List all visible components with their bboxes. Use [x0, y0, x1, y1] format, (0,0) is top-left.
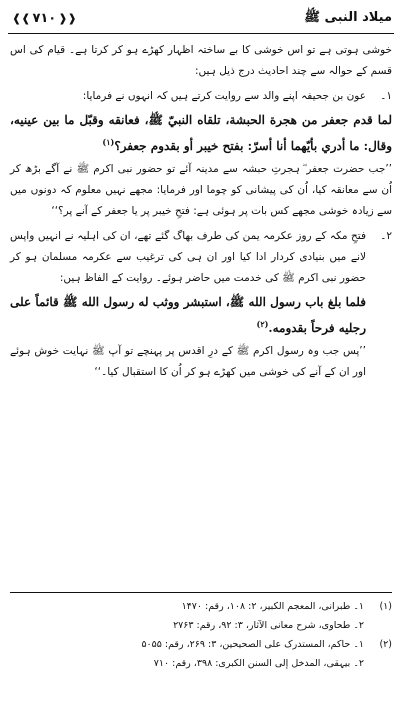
footnote-line: ۲۔ بیہقی، المدخل إلی السنن الکبری: ۳۹۸، رقم: ۷۱۰	[153, 658, 364, 669]
main-text	[10, 40, 392, 387]
footnote-line: (۱) ۱۔ طبرانی، المعجم الکبیر، ۲: ۱۰۸، رقم: ۱۴۷۰	[181, 601, 392, 612]
footnote-line: ۲۔ طحاوی، شرح معانی الآثار، ۳: ۹۲، رقم: ۲۷۶۳	[173, 620, 364, 631]
item-lead: فتحِ مکہ کے روز عکرمہ یمن کی طرف بھاگ گئے تھے، ان کی اہلیہ نے انہیں واپس لانے میں بنیادی کردار ادا کیا اور ان ہی کی ترغیب سے عکرمہ مسلمان ہو کر حضور نبی اکرم ﷺ کی خدمت میں حاضر ہوئے۔ روایت کے الفاظ ہیں:	[10, 230, 366, 284]
item-number: ۱۔	[380, 90, 392, 102]
ornament-right-icon: ❱❱	[58, 11, 77, 25]
intro-paragraph: خوشی ہوتی ہے تو اس خوشی کا بے ساختہ اظہار کھڑے ہو کر کرتا ہے۔ قیام کی اس قسم کے حوالہ سے چند احادیث درج ذیل ہیں:	[10, 44, 392, 77]
footnote-divider	[10, 592, 392, 593]
footnotes	[10, 597, 392, 673]
running-title: میلاد النبی ﷺ	[304, 9, 392, 25]
footnote-ref: (۲)	[256, 319, 269, 329]
urdu-translation-1: ’’جب حضرت جعفر ؓ ہجرتِ حبشہ سے مدینہ آئے تو حضور نبی اکرم ﷺ نے آگے بڑھ کر اُن سے معانقہ کیا، اُن کی پیشانی کو چوما اور فرمایا: مجھے نہیں معلوم کہ دونوں میں سے زیادہ خوشی مجھے کس بات پر ہوئی ہے: فتحِ خیبر پر یا جعفر کے آنے پر؟‘‘	[10, 163, 392, 217]
footnote-ref: (۱)	[102, 137, 115, 147]
page-header	[10, 4, 392, 32]
page-number: ❰❰ ۷۱۰ ❱❱	[12, 10, 77, 26]
item-lead: عون بن جحیفہ اپنے والد سے روایت کرتے ہیں کہ انہوں نے فرمایا:	[82, 90, 366, 102]
hadith-item-2	[10, 226, 392, 289]
arabic-quote-2: فلما بلغ باب رسول الله ﷺ، استبشر ووثب له رسول الله ﷺ قائماً على رجليه فرحاً بقدومه.$^{(۲)}$	[10, 295, 366, 335]
ornament-left-icon: ❰❰	[12, 11, 31, 25]
hadith-item-1	[10, 86, 392, 107]
urdu-translation-2: ’’پس جب وہ رسول اکرم ﷺ کے درِ اقدس پر پہنچے تو آپ ﷺ نہایت خوش ہوئے اور ان کے آنے کی خوشی میں کھڑے ہو کر اُن کا استقبال کیا۔‘‘	[10, 345, 366, 378]
header-divider	[8, 33, 394, 34]
footnote-line: (۲) ۱۔ حاکم، المستدرک علی الصحیحین، ۳: ۲۶۹، رقم: ۵۰۵۵	[141, 639, 392, 650]
item-number: ۲۔	[380, 230, 392, 242]
arabic-quote-1: لما قدم جعفر من هجرة الحبشة، تلقاه النبيّ ﷺ، فعانقه وقبّل ما بين عينيه، وقال: ما أدري بأيّهما أنا أسرّ: بفتح خيبر أو بقدوم جعفر؟$^{(۱)}$	[10, 113, 392, 153]
